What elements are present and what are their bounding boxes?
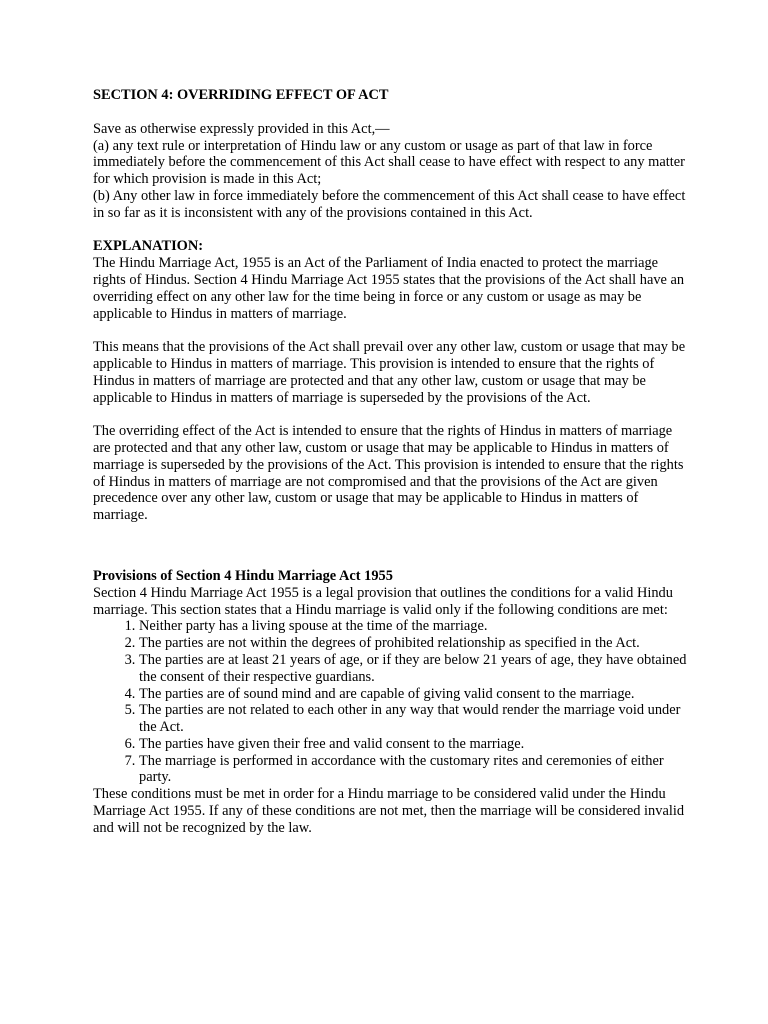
list-item: 4. The parties are of sound mind and are capable of giving valid consent to the marriage. bbox=[139, 686, 693, 703]
provisions-conclusion: These conditions must be met in order for a Hindu marriage to be considered valid under the Hindu Marriage Act 1955. If any of these conditions are not met, then the marriage will be considered invalid and will not be recognized by the law. bbox=[93, 786, 685, 836]
list-item: 6. The parties have given their free and valid consent to the marriage. bbox=[139, 736, 693, 753]
section-intro-line: Save as otherwise expressly provided in this Act,— bbox=[93, 120, 390, 137]
spacer bbox=[93, 322, 693, 339]
provisions-heading: Provisions of Section 4 Hindu Marriage Act 1955 bbox=[93, 567, 393, 584]
spacer bbox=[93, 406, 693, 423]
section-title: SECTION 4: OVERRIDING EFFECT OF ACT bbox=[93, 87, 389, 103]
list-item: 1. Neither party has a living spouse at the time of the marriage. bbox=[139, 618, 693, 635]
spacer bbox=[93, 222, 693, 239]
provisions-intro: Section 4 Hindu Marriage Act 1955 is a legal provision that outlines the conditions for a valid Hindu marriage. This section states that a Hindu marriage is valid only if the following conditions are met: bbox=[93, 584, 673, 618]
list-item: 5. The parties are not related to each other in any way that would render the marriage void under the Act. bbox=[139, 702, 693, 736]
explanation-heading: EXPLANATION: bbox=[93, 238, 204, 255]
section-clause-a: (a) any text rule or interpretation of Hindu law or any custom or usage as part of that law in force immediately before the commencement of this Act shall cease to have effect with respect to any matter for which provision is made in this Act; bbox=[93, 137, 685, 188]
list-item: 3. The parties are at least 21 years of age, or if they are below 21 years of age, they have obtained the consent of their respective guardians. bbox=[139, 652, 693, 686]
list-item: 2. The parties are not within the degrees of prohibited relationship as specified in the Act. bbox=[139, 635, 693, 652]
spacer bbox=[93, 524, 693, 568]
conditions-list bbox=[93, 618, 693, 786]
explanation-paragraph-2: This means that the provisions of the Act shall prevail over any other law, custom or usage that may be applicable to Hindus in matters of marriage. This provision is intended to ensure that the rights of Hindus in matters of marriage are protected and that any other law, custom or usage that may be applicable to Hindus in matters of marriage is superseded by the provisions of the Act. bbox=[93, 339, 686, 406]
list-item: 7. The marriage is performed in accordance with the customary rites and ceremonies of either party. bbox=[139, 753, 693, 787]
explanation-paragraph-3: The overriding effect of the Act is intended to ensure that the rights of Hindus in matters of marriage are protected and that any other law, custom or usage that may be applicable to Hindus in matters of marriage is superseded by the provisions of the Act. This provision is intended to ensure that the rights of Hindus in matters of marriage are not compromised and that the provisions of the Act are given precedence over any other law, custom or usage that may be applicable to Hindus in matters of marriage. bbox=[93, 423, 684, 524]
explanation-paragraph-1: The Hindu Marriage Act, 1955 is an Act of the Parliament of India enacted to protect the marriage rights of Hindus. Section 4 Hindu Marriage Act 1955 states that the provisions of the Act shall have an overriding effect on any other law for the time being in force or any custom or usage as may be applicable to Hindus in matters of marriage. bbox=[93, 255, 685, 322]
section-clause-b: (b) Any other law in force immediately before the commencement of this Act shall cease to have effect in so far as it is inconsistent with any of the provisions contained in this Act. bbox=[93, 187, 686, 221]
document-page bbox=[93, 84, 693, 837]
